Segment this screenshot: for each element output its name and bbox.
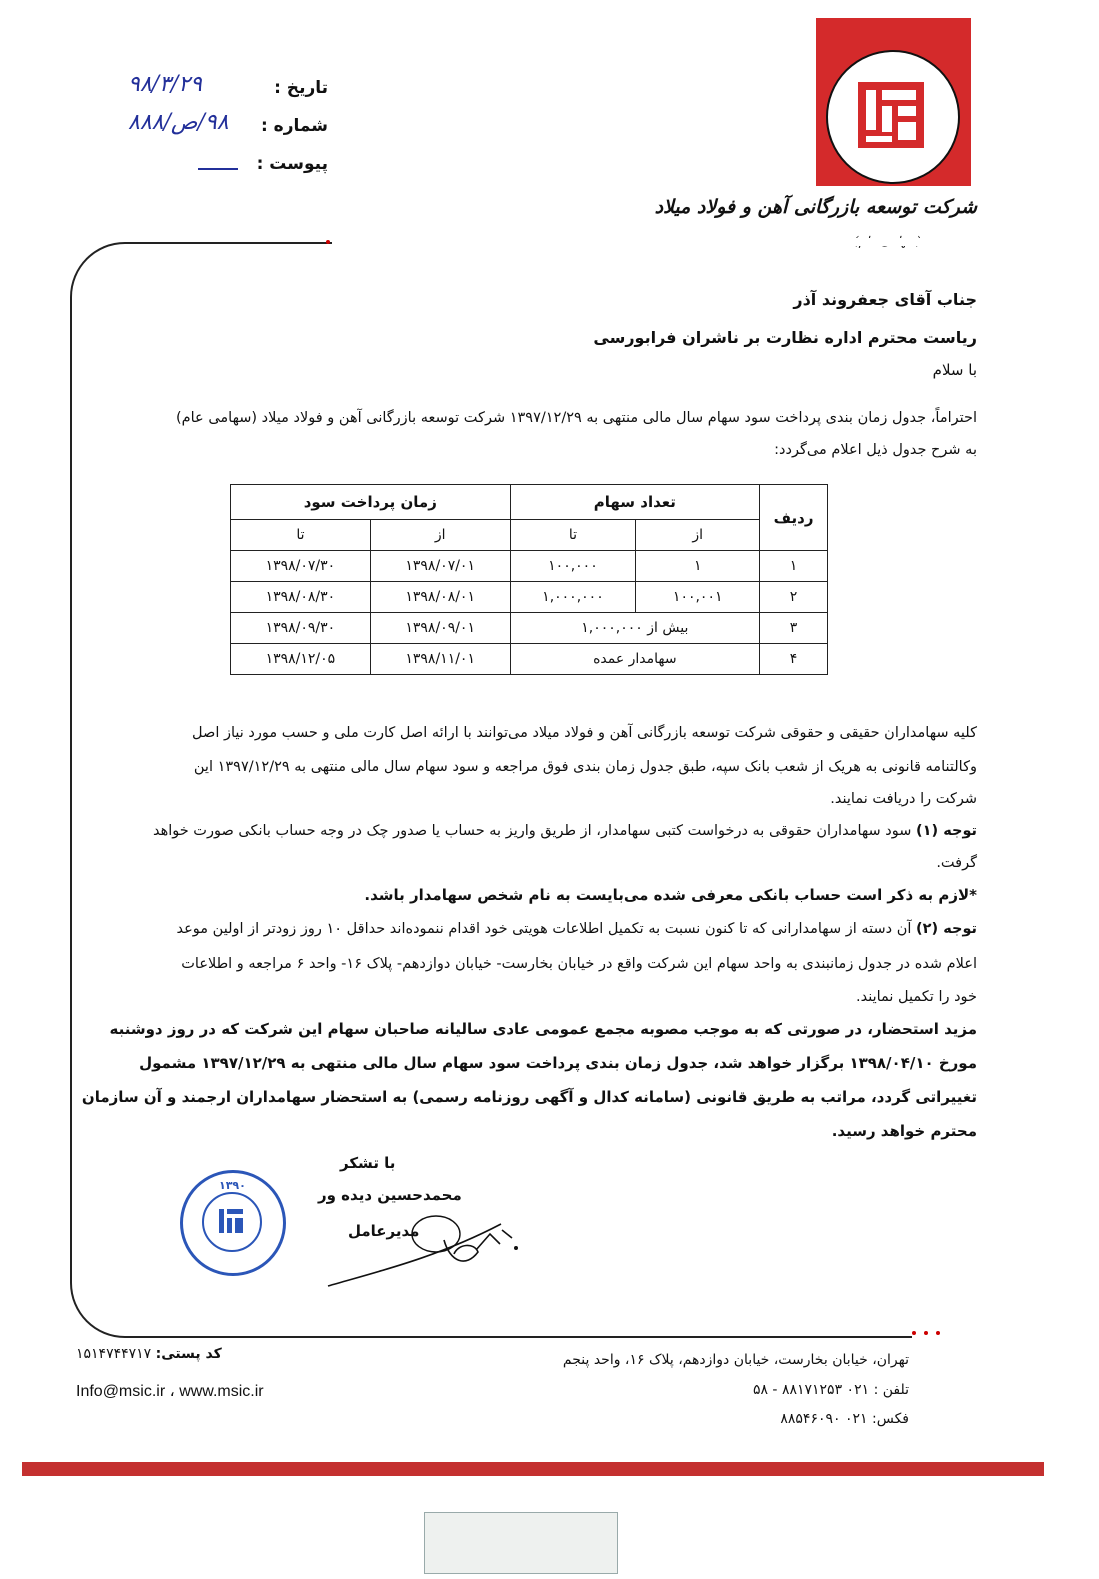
note-2-line-2: اعلام شده در جدول زمانبندی به واحد سهام این شرکت واقع در خیابان بخارست- خیابان دوازدهم- پلاک ۱۶- واحد ۶ مراجعه و اطلاعات — [181, 956, 977, 972]
pay-to: ۱۳۹۸/۰۹/۳۰ — [231, 613, 371, 644]
subheader-pay-to: تا — [231, 520, 371, 551]
footer-red-bar — [22, 1462, 1044, 1476]
table-header-row — [231, 485, 828, 520]
pay-to: ۱۳۹۸/۰۸/۳۰ — [231, 582, 371, 613]
note-1-text: سود سهامداران حقوقی به درخواست کتبی سهامدار، از طریق واریز به حساب یا صدور چک در وجه حساب بانکی صورت خواهد — [152, 823, 912, 839]
greeting: با سلام — [932, 361, 977, 379]
web-email: Info@msic.ir ، www.msic.ir — [76, 1383, 264, 1400]
table-subheader-row — [231, 520, 828, 551]
letter-meta — [128, 72, 338, 186]
frame-dot — [912, 1331, 916, 1335]
dividend-schedule-table — [230, 484, 828, 675]
scan-artifact-strip — [424, 1512, 618, 1574]
note-1-label: توجه (۱) — [916, 823, 977, 839]
pay-from: ۱۳۹۸/۰۷/۰۱ — [370, 551, 510, 582]
pay-from: ۱۳۹۸/۰۹/۰۱ — [370, 613, 510, 644]
signature-scribble — [326, 1200, 526, 1294]
shares-from: ۱۰۰,۰۰۱ — [636, 582, 760, 613]
note-2-line-1 — [77, 917, 977, 941]
extra-line-1: مزید استحضار، در صورتی که به موجب مصوبه مجمع عمومی عادی سالیانه صاحبان سهام این شرکت که در روز دوشنبه — [109, 1020, 977, 1038]
date-row — [128, 72, 338, 110]
row-number: ۳ — [760, 613, 828, 644]
stamp-logo-icon — [217, 1207, 245, 1235]
recipient: جناب آقای جعفروند آذر — [793, 290, 977, 309]
frame-dot — [936, 1331, 940, 1335]
phone-line — [753, 1382, 909, 1398]
fax-line — [780, 1411, 909, 1427]
note-1-line-1 — [77, 819, 977, 843]
fax-number: ۰۲۱ ۸۸۵۴۶۰۹۰ — [780, 1411, 868, 1427]
header-share-count: تعداد سهام — [510, 485, 760, 520]
extra-line-4: محترم خواهد رسید. — [831, 1122, 977, 1140]
pay-from: ۱۳۹۸/۱۱/۰۱ — [370, 644, 510, 675]
subheader-shares-from: از — [636, 520, 760, 551]
phone-number: ۰۲۱ ۸۸۱۷۱۲۵۳ - ۵۸ — [752, 1382, 870, 1398]
shares-range: بیش از ۱,۰۰۰,۰۰۰ — [510, 613, 760, 644]
table-row — [231, 551, 828, 582]
pay-to: ۱۳۹۸/۱۲/۰۵ — [231, 644, 371, 675]
signatory-title: مدیرعامل — [348, 1222, 420, 1240]
frame-dot — [326, 240, 330, 244]
date-label: تاریخ : — [274, 78, 328, 98]
company-name: شرکت توسعه بازرگانی آهن و فولاد میلاد — [654, 196, 977, 218]
paragraph-1-line-3: شرکت را دریافت نمایند. — [830, 791, 977, 807]
intro-line-1: احتراماً، جدول زمان بندی پرداخت سود سهام سال مالی منتهی به ۱۳۹۷/۱۲/۲۹ شرکت توسعه بازرگانی آهن و فولاد میلاد (سهامی عام) — [176, 410, 977, 426]
number-value: ۹۸/ص/۸۸۸ — [128, 110, 229, 135]
header-row-number: ردیف — [760, 485, 828, 551]
table-row — [231, 613, 828, 644]
bank-account-note: *لازم به ذکر است حساب بانکی معرفی شده می‌بایست به نام شخص سهامدار باشد. — [364, 886, 977, 904]
postal-label: کد پستی: — [155, 1346, 222, 1362]
stamp-year: ۱۳۹۰ — [219, 1179, 246, 1192]
extra-line-3: تغییراتی گردد، مراتب به طریق قانونی (سامانه کدال و آگهی روزنامه رسمی) به استحضار سهامداران ارجمند و آن سازمان — [81, 1088, 977, 1106]
attachment-row — [128, 148, 338, 186]
paragraph-1-line-2: وکالتنامه قانونی به هریک از شعب بانک سپه، طبق جدول زمان بندی فوق مراجعه و سود سهام سال مالی منتهی به ۱۳۹۷/۱۲/۲۹ این — [193, 759, 977, 775]
note-2-line-3: خود را تکمیل نمایند. — [855, 989, 977, 1005]
address: تهران، خیابان بخارست، خیابان دوازدهم، پلاک ۱۶، واحد پنجم — [562, 1352, 909, 1368]
attachment-label: پیوست : — [256, 154, 328, 174]
subheader-pay-from: از — [370, 520, 510, 551]
subheader-shares-to: تا — [510, 520, 636, 551]
shares-to: ۱۰۰,۰۰۰ — [510, 551, 636, 582]
frame-dot — [924, 1331, 928, 1335]
closing: با تشکر — [340, 1154, 396, 1172]
phone-label: تلفن : — [873, 1382, 909, 1398]
shares-from: ۱ — [636, 551, 760, 582]
header-payment-time: زمان پرداخت سود — [231, 485, 511, 520]
row-number: ۲ — [760, 582, 828, 613]
number-row — [128, 110, 338, 148]
date-value: ۹۸/۳/۲۹ — [128, 72, 202, 97]
fax-label: فکس: — [872, 1411, 909, 1427]
logo-mark-icon — [858, 82, 924, 148]
frame-top-gap — [332, 238, 972, 246]
shares-range: سهامدار عمده — [510, 644, 760, 675]
table-row — [231, 582, 828, 613]
intro-line-2: به شرح جدول ذیل اعلام می‌گردد: — [774, 442, 977, 458]
frame-bottom-gap — [912, 1328, 972, 1338]
paragraph-1-line-1: کلیه سهامداران حقیقی و حقوقی شرکت توسعه بازرگانی آهن و فولاد میلاد می‌توانند با ارائه اصل کارت ملی و حسب مورد نیاز اصل — [192, 725, 977, 741]
table-row — [231, 644, 828, 675]
attachment-dash — [198, 168, 238, 170]
shares-to: ۱,۰۰۰,۰۰۰ — [510, 582, 636, 613]
signatory-name: محمدحسین دیده ور — [318, 1186, 462, 1204]
number-label: شماره : — [260, 116, 328, 136]
row-number: ۴ — [760, 644, 828, 675]
postal-code-line — [76, 1346, 222, 1362]
recipient-title: ریاست محترم اداره نظارت بر ناشران فرابورسی — [593, 328, 977, 347]
extra-line-2: مورخ ۱۳۹۸/۰۴/۱۰ برگزار خواهد شد، جدول زمان بندی پرداخت سود سهام سال مالی منتهی به ۱۳۹۷/۱۲/۲۹ مشمول — [139, 1054, 977, 1072]
pay-to: ۱۳۹۸/۰۷/۳۰ — [231, 551, 371, 582]
note-1-line-2: گرفت. — [936, 855, 977, 871]
pay-from: ۱۳۹۸/۰۸/۰۱ — [370, 582, 510, 613]
note-2-text: آن دسته از سهامدارانی که تا کنون نسبت به تکمیل اطلاعات هویتی خود اقدام ننموده‌اند حداقل ۱۰ روز زودتر از اولین موعد — [176, 921, 912, 937]
company-stamp — [180, 1170, 286, 1276]
note-2-label: توجه (۲) — [916, 921, 977, 937]
postal-code: ۱۵۱۴۷۴۴۷۱۷ — [76, 1346, 152, 1362]
row-number: ۱ — [760, 551, 828, 582]
